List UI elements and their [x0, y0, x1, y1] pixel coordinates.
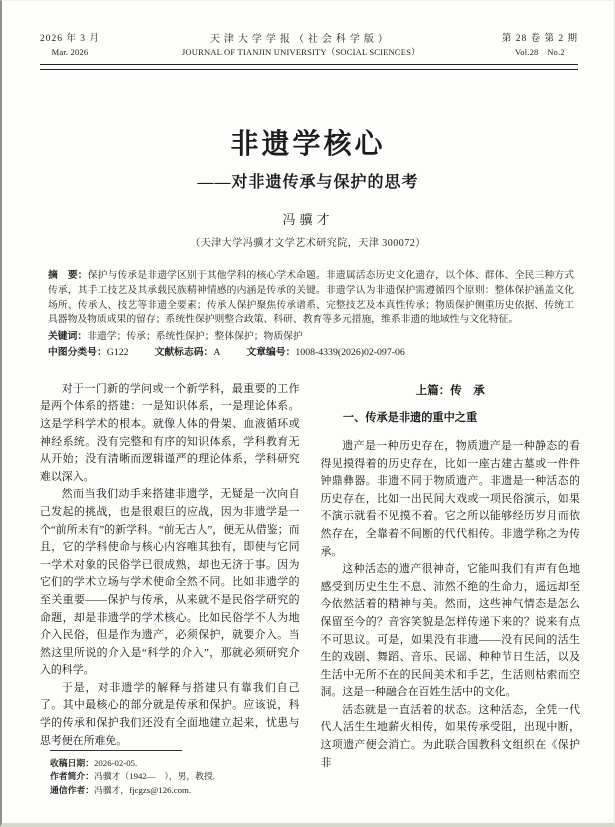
footnote-divider — [50, 750, 182, 751]
meta-line — [48, 346, 574, 361]
footnote-bio-value: 冯骥才（1942— ），男，教授. — [94, 771, 215, 782]
footnotes — [40, 750, 300, 797]
article-id-label: 文章编号： — [246, 346, 296, 358]
body-paragraph: 这种活态的遗产很神奇，它能叫我们有声有色地感受到历史生生不息、沛然不绝的生命力，遥远却至今依然活着的精神与美。然而，这些神气情态是怎么保留至今的？音容笑貌是怎样传递下来的？说来有点不可思议。可是，如果没有非遗——没有民间的活生生的戏剧、舞蹈、音乐、民谣、种种节日生活，以及生活中无所不在的民间美术和手艺，生活则枯索而空洞。这是一种融合在百姓生活中的文化。 — [320, 563, 580, 699]
clc-label: 中图分类号： — [48, 346, 107, 358]
body-paragraph: 遗产是一种历史存在，物质遗产是一种静态的看得见摸得着的历史存在，比如一座古建古墓或一件件钟鼎彝器。非遗不同于物质遗产。非遗是一种活态的历史存在，比如一出民间大戏或一项民俗演示，如果不演示就看不见摸不着。它之所以能够经历岁月而依然存在，全靠着不间断的代代相传。非遗学称之为传承。 — [320, 439, 580, 558]
doc-code-label: 文献标志码： — [154, 346, 214, 358]
abstract — [48, 269, 574, 328]
footnote-received-label: 收稿日期： — [50, 758, 94, 769]
masthead — [40, 33, 578, 59]
masthead-journal — [182, 33, 420, 59]
article-affiliation: （天津大学冯骥才文学艺术研究院，天津 300072） — [190, 238, 426, 249]
masthead-issue-cn: 第 28 卷 第 2 期 — [501, 34, 578, 44]
abstract-label: 摘 要： — [48, 270, 88, 281]
footnote-bio-label: 作者简介： — [50, 771, 94, 782]
doc-code-value: A — [213, 346, 221, 358]
masthead-journal-en: JOURNAL OF TIANJIN UNIVERSITY（SOCIAL SCIENCES） — [181, 47, 420, 57]
title-block — [2, 122, 614, 249]
body-paragraph: 于是，对非遗学的解释与搭建只有靠我们自己了。其中最核心的部分就是传承和保护。应该说，科学的传承和保护我们还没有全面地建立起来，忧患与思考便在所难免。 — [40, 681, 300, 747]
keywords-label: 关键词： — [48, 331, 88, 343]
footnote-bio — [50, 770, 300, 783]
article-id-value: 1008-4339(2026)02-097-06 — [295, 346, 405, 358]
keywords-text: 非遗学；传承；系统性保护；整体保护；物质保护 — [87, 331, 303, 343]
clc-value: G122 — [106, 346, 129, 358]
body-paragraph: 然而当我们动手来搭建非遗学，无疑是一次向自己发起的挑战，也是很艰巨的应战，因为非遗学是一个“前所未有”的新学科。“前无古人”，便无从借鉴；而且，它的学科使命与核心内容唯其独有，即使与它同一学术对象的民俗学已很成熟，却也无济于事。因为它们的学术立场与学术使命全然不同。比如非遗学的至关重要——保护与传承，从来就不是民俗学研究的命题，却是非遗学的学术核心。比如民俗学不人为地介入民俗，但是作为遗产，必须保护，就要介入。当然这里所说的介入是“科学的介入”，那就必须研究介入的科学。 — [40, 488, 300, 677]
right-column — [321, 381, 581, 781]
article-author: 冯骥才 — [282, 212, 334, 227]
footnote-received — [50, 757, 300, 770]
article-subtitle: ——对非遗传承与保护的思考 — [197, 174, 419, 191]
footnote-corresponding-label: 通信作者： — [50, 784, 94, 795]
part-heading: 上篇：传 承 — [415, 384, 485, 397]
masthead-journal-cn: 天津大学学报（社会科学版） — [209, 34, 392, 45]
footnote-corresponding — [50, 784, 300, 797]
keywords-line — [48, 330, 574, 345]
footnote-corresponding-value: 冯骥才，fjcgzs@126.com. — [94, 784, 192, 795]
body-paragraph: 对于一门新的学问或一个新学科，最重要的工作是两个体系的搭建：一是知识体系，一是理论体系。这是学科学术的根本。就像人体的骨架、血液循环或神经系统。没有完整和有序的知识体系，学科教育无从开始；没有清晰而逻辑谨严的理论体系，学科研究难以深入。 — [40, 382, 300, 483]
article-title: 非遗学核心 — [230, 129, 386, 160]
abstract-text: 保护与传承是非遗学区别于其他学科的核心学术命题。非遗属活态历史文化遗存，以个体、群体、全民三种方式传承，其手工技艺及其承载民族精神情感的内涵是传承的关键。非遗学认为非遗保护需遵循四个原则：整体保护涵盖文化场所、传承人、技艺等非遗全要素；传承人保护聚焦传承谱系、完整技艺及本真性传承；物质保护侧重历史依据、传统工具器物及物质成果的留存；系统性保护则整合政策、科研、教育等多元措施，维系非遗的地域性与文化特征。 — [48, 270, 575, 326]
footnote-received-value: 2026-02-05. — [94, 758, 138, 769]
left-column — [40, 381, 300, 795]
masthead-issue-en: Vol.28 No.2 — [515, 47, 565, 57]
masthead-date-en: Mar. 2026 — [51, 47, 89, 57]
masthead-date-cn: 2026 年 3 月 — [40, 34, 100, 44]
masthead-divider — [40, 64, 578, 70]
masthead-date — [40, 33, 100, 59]
article-body — [40, 381, 580, 795]
body-paragraph: 活态就是一直活着的状态。这种活态，全凭一代代人活生生地薪火相传，如果传承受阻，出现中断，这项遗产便会消亡。为此联合国教科文组织在《保护非 — [320, 703, 580, 769]
masthead-issue — [502, 33, 578, 59]
section-heading: 一、传承是非遗的重中之重 — [342, 412, 478, 425]
